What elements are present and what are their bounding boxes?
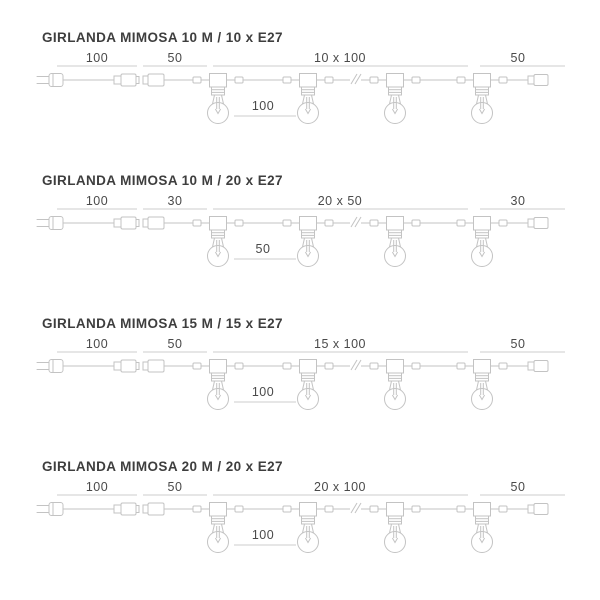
cable-clamp: [412, 77, 420, 83]
cable-clamp: [283, 363, 291, 369]
socket-housing: [300, 217, 317, 231]
bulb-assembly: [370, 217, 420, 267]
socket-housing: [474, 74, 491, 88]
bulb-assembly: [457, 360, 507, 410]
cable-clamp: [370, 363, 378, 369]
socket-housing: [300, 503, 317, 517]
socket-housing: [210, 503, 227, 517]
socket-thread: [212, 516, 225, 524]
socket-thread: [389, 516, 402, 524]
cable-clamp: [457, 363, 465, 369]
dimension-label: 50: [510, 337, 526, 351]
cable-clamp: [412, 506, 420, 512]
dimension-label: 100: [251, 99, 275, 113]
socket-thread: [302, 516, 315, 524]
dimension-label: 50: [167, 337, 183, 351]
cable-clamp: [235, 220, 243, 226]
socket-housing: [300, 74, 317, 88]
cable-clamp: [283, 77, 291, 83]
cable-clamp: [235, 363, 243, 369]
socket-housing: [387, 74, 404, 88]
socket-thread: [389, 230, 402, 238]
power-plug-icon: [37, 503, 63, 516]
variant-title: GIRLANDA MIMOSA 10 M / 10 x E27: [42, 30, 283, 45]
dimension-label: 100: [85, 51, 109, 65]
cable-clamp: [499, 220, 507, 226]
socket-housing: [387, 217, 404, 231]
garland-diagram: [0, 190, 600, 274]
socket-housing: [474, 503, 491, 517]
socket-thread: [302, 230, 315, 238]
cable-clamp: [193, 506, 201, 512]
socket-housing: [210, 360, 227, 374]
socket-thread: [476, 373, 489, 381]
socket-thread: [212, 87, 225, 95]
cable-clamp: [499, 506, 507, 512]
cable-clamp: [457, 77, 465, 83]
cable-clamp: [283, 220, 291, 226]
cable-clamp: [325, 77, 333, 83]
cable-clamp: [325, 220, 333, 226]
connector-coupling-icon: [114, 360, 164, 372]
dimension-label: 50: [167, 480, 183, 494]
cable-clamp: [370, 506, 378, 512]
dimension-label: 30: [167, 194, 183, 208]
dimension-label: 50: [255, 242, 271, 256]
garland-variant-3: [0, 316, 600, 417]
cable-break-icon: [351, 217, 361, 227]
bulb-assembly: [370, 74, 420, 124]
cable-clamp: [193, 77, 201, 83]
variant-title: GIRLANDA MIMOSA 10 M / 20 x E27: [42, 173, 283, 188]
cable-clamp: [499, 77, 507, 83]
cable-clamp: [412, 220, 420, 226]
connector-coupling-icon: [114, 74, 164, 86]
cable-clamp: [193, 363, 201, 369]
socket-thread: [389, 373, 402, 381]
bulb-assembly: [457, 217, 507, 267]
cable-clamp: [370, 77, 378, 83]
socket-housing: [210, 217, 227, 231]
garland-diagram: [0, 333, 600, 417]
dimension-label: 50: [167, 51, 183, 65]
dimension-label: 100: [85, 337, 109, 351]
bulb-assembly: [457, 503, 507, 553]
cable-clamp: [412, 363, 420, 369]
bulb-assembly: [370, 360, 420, 410]
socket-housing: [387, 503, 404, 517]
dimension-label: 20 x 100: [314, 480, 366, 494]
connector-coupling-icon: [114, 503, 164, 515]
cable-clamp: [499, 363, 507, 369]
garland-variant-2: [0, 173, 600, 274]
socket-thread: [389, 87, 402, 95]
cable-clamp: [325, 506, 333, 512]
variant-title: GIRLANDA MIMOSA 20 M / 20 x E27: [42, 459, 283, 474]
dimension-label: 30: [510, 194, 526, 208]
socket-thread: [302, 373, 315, 381]
cable-clamp: [193, 220, 201, 226]
cable-break-icon: [351, 74, 361, 84]
socket-thread: [302, 87, 315, 95]
socket-thread: [476, 230, 489, 238]
bulb-assembly: [457, 74, 507, 124]
dimension-label: 50: [510, 51, 526, 65]
dimension-label: 15 x 100: [314, 337, 366, 351]
socket-thread: [476, 87, 489, 95]
end-cap-icon: [528, 504, 548, 515]
connector-coupling-icon: [114, 217, 164, 229]
cable-clamp: [235, 77, 243, 83]
cable-clamp: [370, 220, 378, 226]
cable-clamp: [283, 506, 291, 512]
socket-housing: [300, 360, 317, 374]
power-plug-icon: [37, 74, 63, 87]
end-cap-icon: [528, 218, 548, 229]
cable-break-icon: [351, 360, 361, 370]
socket-thread: [476, 516, 489, 524]
dimension-label: 100: [251, 385, 275, 399]
socket-housing: [387, 360, 404, 374]
cable-clamp: [457, 220, 465, 226]
power-plug-icon: [37, 360, 63, 373]
socket-housing: [210, 74, 227, 88]
cable-clamp: [457, 506, 465, 512]
cable-clamp: [325, 363, 333, 369]
dimension-label: 100: [251, 528, 275, 542]
cable-clamp: [235, 506, 243, 512]
bulb-assembly: [370, 503, 420, 553]
end-cap-icon: [528, 361, 548, 372]
socket-thread: [212, 230, 225, 238]
cable-break-icon: [351, 503, 361, 513]
socket-thread: [212, 373, 225, 381]
dimension-label: 50: [510, 480, 526, 494]
socket-housing: [474, 217, 491, 231]
dimension-label: 20 x 50: [317, 194, 363, 208]
garland-variant-4: [0, 459, 600, 560]
end-cap-icon: [528, 75, 548, 86]
garland-variant-1: [0, 30, 600, 131]
dimension-label: 100: [85, 194, 109, 208]
garland-diagram: [0, 476, 600, 560]
dimension-label: 100: [85, 480, 109, 494]
dimension-label: 10 x 100: [314, 51, 366, 65]
power-plug-icon: [37, 217, 63, 230]
socket-housing: [474, 360, 491, 374]
variant-title: GIRLANDA MIMOSA 15 M / 15 x E27: [42, 316, 283, 331]
garland-diagram: [0, 47, 600, 131]
